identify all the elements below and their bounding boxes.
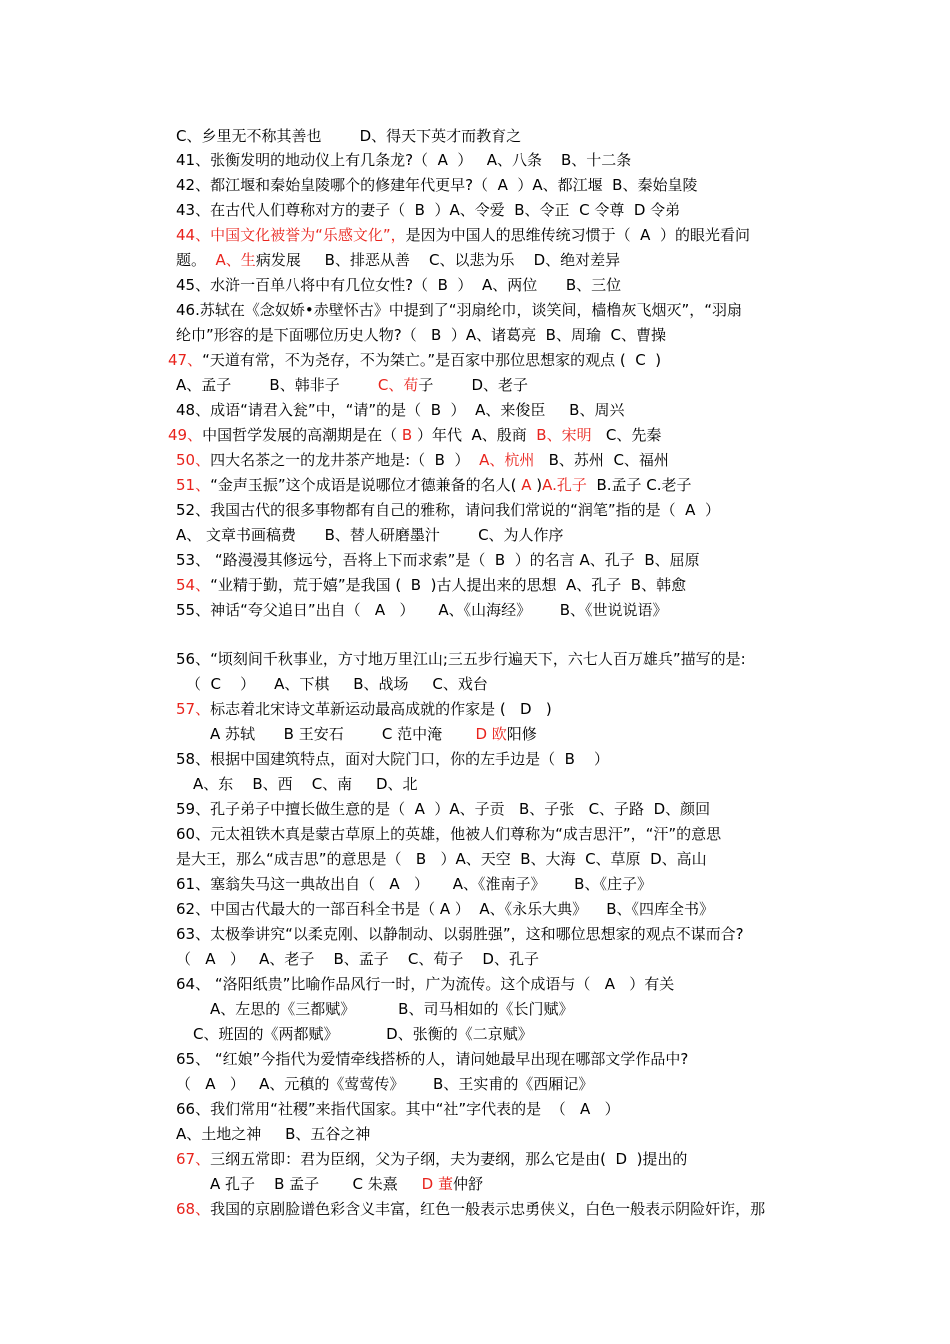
line-text: B、苏州 C、福州	[534, 451, 669, 469]
highlighted-text: A、杭州	[479, 451, 535, 469]
text-line	[176, 224, 750, 246]
text-line	[176, 474, 692, 496]
text-line	[176, 524, 564, 546]
text-line	[193, 773, 418, 795]
text-line	[176, 449, 669, 471]
text-line	[176, 174, 697, 196]
text-line	[176, 149, 631, 171]
line-text: 子 D、老子	[418, 376, 529, 394]
highlighted-text: A.孔子	[542, 476, 587, 494]
text-line	[176, 923, 744, 945]
line-text: 题。	[176, 251, 216, 269]
highlighted-text: A、生	[215, 251, 256, 269]
line-text: 是因为中国人的思维传统习惯于（ A ）的眼光看问	[405, 226, 750, 244]
line-text: 45、水浒一百单八将中有几位女性?（ B ） A、两位 B、三位	[176, 276, 622, 294]
line-text: )	[531, 476, 543, 494]
text-line	[168, 349, 661, 371]
text-line	[210, 1173, 483, 1195]
line-text: （ A ） A、元稹的《莺莺传》 B、王实甫的《西厢记》	[176, 1075, 594, 1093]
text-line	[176, 499, 720, 521]
line-text: 三纲五常即：君为臣纲，父为子纲，夫为妻纲，那么它是由( D )提出的	[210, 1150, 688, 1168]
line-text: A、孟子 B、韩非子	[176, 376, 378, 394]
line-text: 63、太极拳讲究“以柔克刚、以静制动、以弱胜强”，这和哪位思想家的观点不谋而合?	[176, 925, 744, 943]
line-text: 56、“顷刻间千秋事业，方寸地万里江山;三五步行遍天下，六七人百万雄兵”描写的是:	[176, 650, 746, 668]
text-line	[176, 274, 621, 296]
line-text: “金声玉振”这个成语是说哪位才德兼备的名人(	[210, 476, 522, 494]
highlighted-text: 51、	[176, 476, 211, 494]
line-text: 58、根据中国建筑特点，面对大院门口，你的左手边是（ B ）	[176, 750, 609, 768]
line-text: （ C ） A、下棋 B、战场 C、戏台	[186, 675, 488, 693]
text-line	[210, 998, 573, 1020]
line-text: 我国的京剧脸谱色彩含义丰富，红色一般表示忠勇侠义，白色一般表示阴险奸诈，那	[210, 1200, 766, 1218]
text-line	[176, 249, 620, 271]
line-text: 60、元太祖铁木真是蒙古草原上的英雄，他被人们尊称为“成吉思汗”，“汗”的意思	[176, 825, 722, 843]
text-line	[176, 599, 668, 621]
highlighted-text: D 欧	[475, 725, 507, 743]
text-line	[176, 125, 521, 147]
text-line	[176, 399, 624, 421]
line-text: 46.苏轼在《念奴娇•赤壁怀古》中提到了“羽扇纶巾，谈笑间，樯橹灰飞烟灭”，“羽扇	[176, 301, 743, 319]
highlighted-text: 67、	[176, 1150, 211, 1168]
text-line	[176, 973, 674, 995]
line-text: 41、张衡发明的地动仪上有几条龙?（ A ） A、八条 B、十二条	[176, 151, 632, 169]
text-line	[176, 798, 710, 820]
line-text: 61、塞翁失马这一典故出自（ A ） A、《淮南子》 B、《庄子》	[176, 875, 652, 893]
highlighted-text: 44、中国文化被誉为“乐感文化”，	[176, 226, 406, 244]
line-text: “天道有常，不为尧存，不为桀亡。”是百家中那位思想家的观点 ( C )	[202, 351, 662, 369]
line-text: 43、在古代人们尊称对方的妻子（ B ）A、令爱 B、令正 C 令尊 D 令弟	[176, 201, 681, 219]
line-text: 仲舒	[452, 1175, 483, 1193]
line-text: 病发展 B、排恶从善 C、以悲为乐 D、绝对差异	[255, 251, 621, 269]
line-text: “业精于勤，荒于嬉”是我国 ( B )古人提出来的思想 A、孔子 B、韩愈	[210, 576, 687, 594]
line-text: 中国哲学发展的高潮期是在（	[202, 426, 402, 444]
text-line	[176, 1073, 593, 1095]
text-line	[210, 723, 537, 745]
line-text: C、乡里无不称其善也 D、得天下英才而教育之	[176, 127, 522, 145]
highlighted-text: B	[401, 426, 413, 444]
line-text: ）年代 A、殷商	[412, 426, 537, 444]
text-line	[193, 1023, 533, 1045]
line-text: A、 文章书画稿费 B、替人研磨墨汁 C、为人作序	[176, 526, 564, 544]
line-text: 标志着北宋诗文革新运动最高成就的作家是 ( D )	[210, 700, 552, 718]
highlighted-text: 68、	[176, 1200, 211, 1218]
line-text: A 孔子 B 孟子 C 朱熹	[210, 1175, 422, 1193]
text-line	[176, 324, 666, 346]
highlighted-text: 50、	[176, 451, 211, 469]
text-line	[176, 848, 707, 870]
line-text: 62、中国古代最大的一部百科全书是（ A ） A、《永乐大典》 B、《四库全书》	[176, 900, 715, 918]
line-text: 52、我国古代的很多事物都有自己的雅称，请问我们常说的“润笔”指的是（ A ）	[176, 501, 720, 519]
text-line	[168, 424, 661, 446]
highlighted-text: B、宋明	[536, 426, 592, 444]
line-text: （ A ） A、老子 B、孟子 C、荀子 D、孔子	[176, 950, 539, 968]
line-text: 53、 “路漫漫其修远兮，吾将上下而求索”是（ B ）的名言 A、孔子 B、屈原	[176, 551, 700, 569]
text-line	[176, 898, 714, 920]
highlighted-text: 49、	[168, 426, 203, 444]
text-line	[176, 374, 528, 396]
line-text: A、东 B、西 C、南 D、北	[193, 775, 418, 793]
text-line	[186, 673, 488, 695]
highlighted-text: C、荀	[377, 376, 419, 394]
line-text: A 苏轼 B 王安石 C 范中淹	[210, 725, 476, 743]
line-text: 42、都江堰和秦始皇陵哪个的修建年代更早?（ A ）A、都江堰 B、秦始皇陵	[176, 176, 698, 194]
text-line	[176, 823, 721, 845]
line-text: 65、 “红娘”今指代为爱情牵线搭桥的人，请问她最早出现在哪部文学作品中?	[176, 1050, 689, 1068]
text-line	[176, 1148, 687, 1170]
line-text: A、左思的《三都赋》 B、司马相如的《长门赋》	[210, 1000, 574, 1018]
text-line	[176, 1098, 620, 1120]
text-line	[176, 948, 539, 970]
text-line	[176, 1198, 765, 1220]
highlighted-text: D 董	[421, 1175, 453, 1193]
highlighted-text: 54、	[176, 576, 211, 594]
line-text: 纶巾”形容的是下面哪位历史人物?（ B ）A、诸葛亮 B、周瑜 C、曹操	[176, 326, 666, 344]
text-line	[176, 1048, 688, 1070]
text-line	[176, 748, 609, 770]
line-text: 四大名茶之一的龙井茶产地是:（ B ）	[210, 451, 480, 469]
line-text: 64、 “洛阳纸贵”比喻作品风行一时，广为流传。这个成语与（ A ）有关	[176, 975, 675, 993]
line-text: C、班固的《两都赋》 D、张衡的《二京赋》	[193, 1025, 533, 1043]
line-text: C、先秦	[591, 426, 662, 444]
line-text: 59、孔子弟子中擅长做生意的是（ A ）A、子贡 B、子张 C、子路 D、颜回	[176, 800, 711, 818]
highlighted-text: 57、	[176, 700, 211, 718]
text-line	[176, 199, 680, 221]
text-line	[176, 698, 552, 720]
text-line	[176, 648, 746, 670]
line-text: 48、成语“请君入瓮”中，“请”的是（ B ） A、来俊臣 B、周兴	[176, 401, 625, 419]
line-text: 66、我们常用“社稷”来指代国家。其中“社”字代表的是 （ A ）	[176, 1100, 620, 1118]
text-line	[176, 299, 742, 321]
text-line	[176, 1123, 370, 1145]
highlighted-text: 47、	[168, 351, 203, 369]
line-text: A、土地之神 B、五谷之神	[176, 1125, 371, 1143]
line-text: 是大王，那么“成吉思”的意思是（ B ）A、天空 B、大海 C、草原 D、高山	[176, 850, 707, 868]
text-line	[176, 574, 686, 596]
text-line	[176, 873, 652, 895]
line-text: 阳修	[506, 725, 537, 743]
highlighted-text: A	[521, 476, 532, 494]
line-text: B.孟子 C.老子	[586, 476, 692, 494]
line-text: 55、神话“夸父追日”出自（ A ） A、《山海经》 B、《世说说语》	[176, 601, 668, 619]
text-line	[176, 549, 700, 571]
